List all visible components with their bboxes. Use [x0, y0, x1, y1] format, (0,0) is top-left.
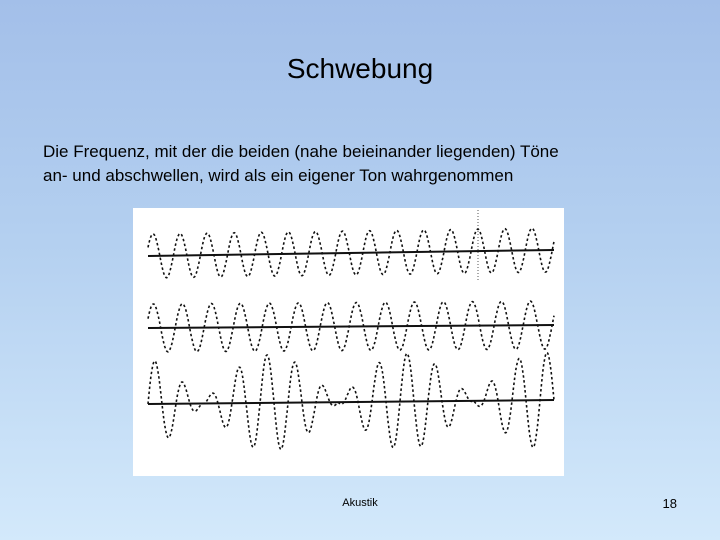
slide-body-text	[43, 140, 683, 188]
baseline-beat	[148, 400, 554, 404]
wave-paths	[148, 228, 554, 449]
body-text-line-1: Die Frequenz, mit der die beiden (nahe beieinander liegenden) Töne	[43, 142, 559, 161]
body-text-line-2: an- und abschwellen, wird als ein eigener Ton wahrgenommen	[43, 166, 514, 185]
waveform-figure	[133, 208, 564, 476]
page-number: 18	[662, 496, 677, 511]
baseline-tone-1	[148, 250, 554, 256]
slide-title: Schwebung	[286, 53, 434, 84]
footer-label: Akustik	[342, 497, 378, 509]
waveform-image	[133, 208, 564, 476]
